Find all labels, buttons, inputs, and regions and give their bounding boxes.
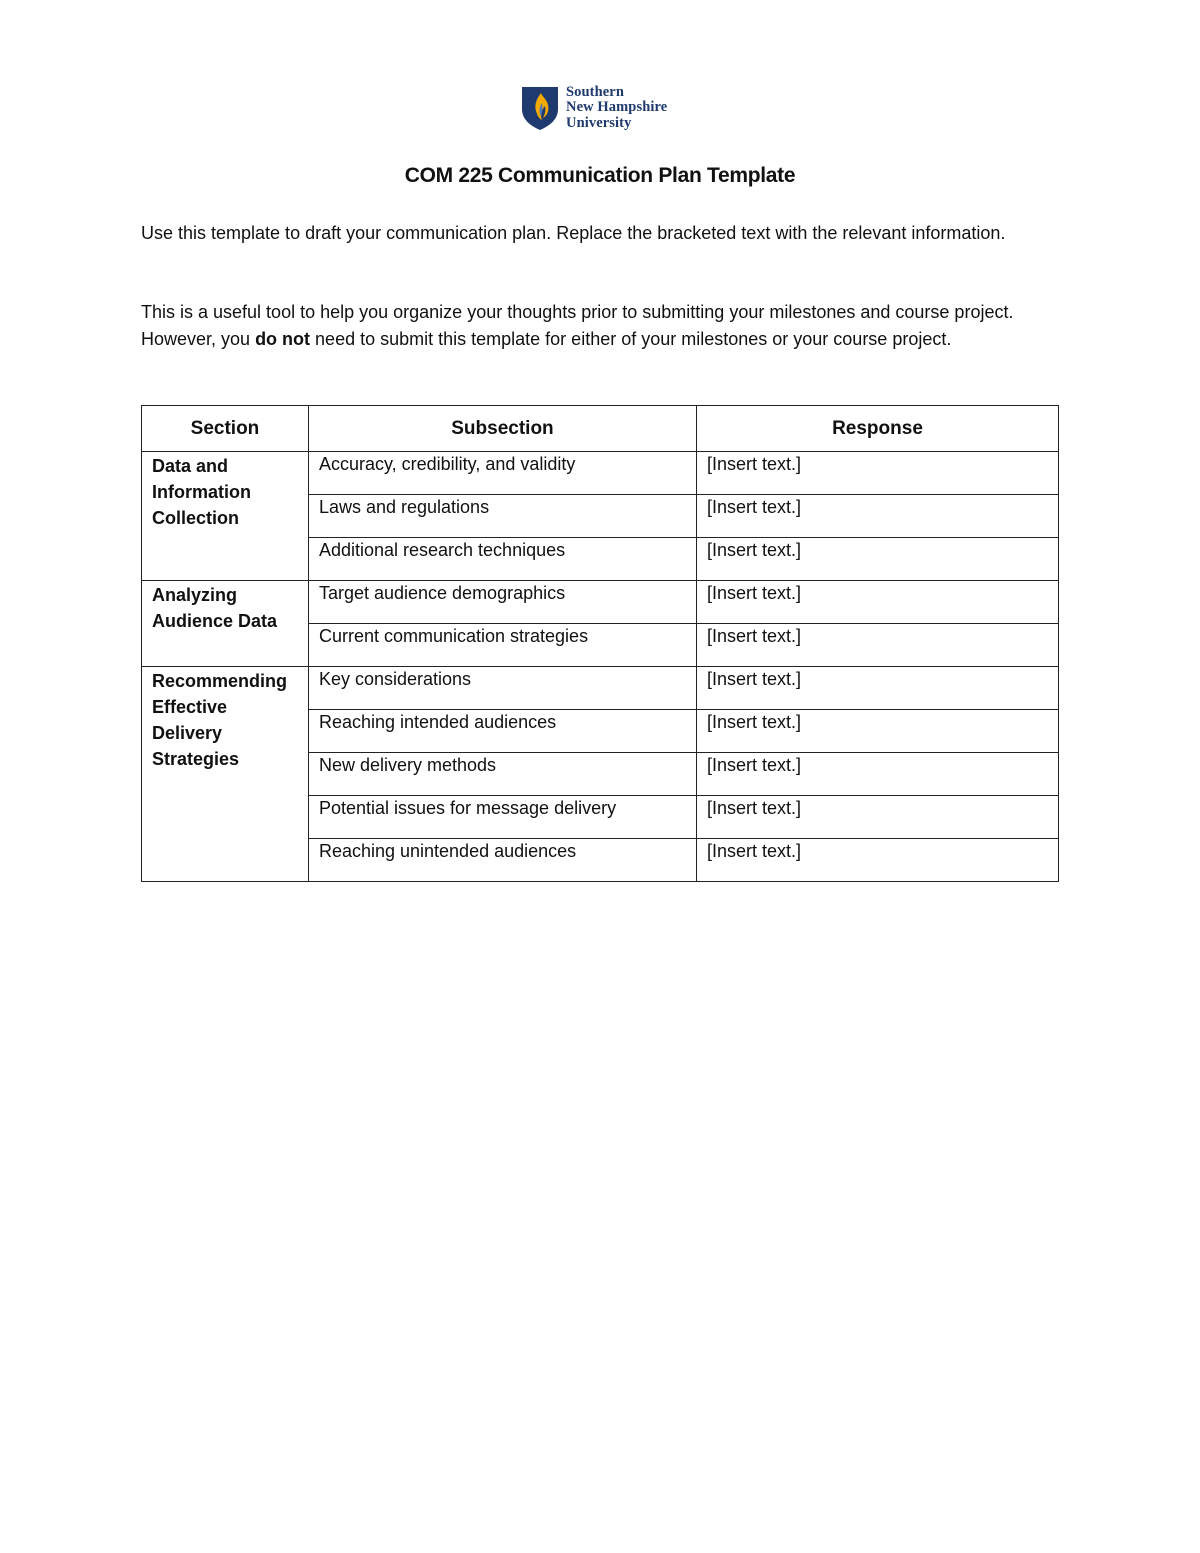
section-cell: Recommending Effective Delivery Strategies xyxy=(142,667,309,882)
subsection-cell: Additional research techniques xyxy=(308,538,696,581)
intro-paragraph-2 xyxy=(141,299,1061,352)
response-cell[interactable]: [Insert text.] xyxy=(696,495,1058,538)
page-title: COM 225 Communication Plan Template xyxy=(404,164,796,187)
subsection-cell: Potential issues for message delivery xyxy=(308,796,696,839)
header-subsection: Subsection xyxy=(308,406,696,452)
response-cell[interactable]: [Insert text.] xyxy=(696,581,1058,624)
response-cell[interactable]: [Insert text.] xyxy=(696,710,1058,753)
table-row xyxy=(142,581,1059,624)
subsection-cell: Target audience demographics xyxy=(308,581,696,624)
response-cell[interactable]: [Insert text.] xyxy=(696,538,1058,581)
subsection-cell: Key considerations xyxy=(308,667,696,710)
response-cell[interactable]: [Insert text.] xyxy=(696,753,1058,796)
logo-line-2: New Hampshire xyxy=(566,99,668,116)
subsection-cell: Current communication strategies xyxy=(308,624,696,667)
shield-flame-icon xyxy=(520,85,560,131)
subsection-cell: New delivery methods xyxy=(308,753,696,796)
response-cell[interactable]: [Insert text.] xyxy=(696,667,1058,710)
table-row xyxy=(142,452,1059,495)
subsection-cell: Laws and regulations xyxy=(308,495,696,538)
logo-wordmark xyxy=(566,85,667,132)
table-row xyxy=(142,667,1059,710)
response-cell[interactable]: [Insert text.] xyxy=(696,452,1058,495)
section-cell: Data and Information Collection xyxy=(142,452,309,581)
header-response: Response xyxy=(696,406,1058,452)
response-cell[interactable]: [Insert text.] xyxy=(696,796,1058,839)
communication-plan-table xyxy=(141,405,1059,882)
section-cell: Analyzing Audience Data xyxy=(142,581,309,667)
university-logo xyxy=(520,84,667,132)
subsection-cell: Reaching intended audiences xyxy=(308,710,696,753)
para2-text-before: This is a useful tool to help you organize your thoughts prior to submitting your milestones and course project. However, you xyxy=(141,302,1014,349)
subsection-cell: Accuracy, credibility, and validity xyxy=(308,452,696,495)
para2-bold-text: do not xyxy=(255,328,311,349)
logo-line-3: University xyxy=(566,114,632,131)
intro-paragraph-1: Use this template to draft your communication plan. Replace the bracketed text with the relevant information. xyxy=(141,223,1006,243)
subsection-cell: Reaching unintended audiences xyxy=(308,839,696,882)
header-section: Section xyxy=(142,406,309,452)
response-cell[interactable]: [Insert text.] xyxy=(696,624,1058,667)
para2-text-after: need to submit this template for either of your milestones or your course project. xyxy=(310,328,952,349)
response-cell[interactable]: [Insert text.] xyxy=(696,839,1058,882)
logo-line-1: Southern xyxy=(566,83,625,100)
table-header-row xyxy=(142,406,1059,452)
